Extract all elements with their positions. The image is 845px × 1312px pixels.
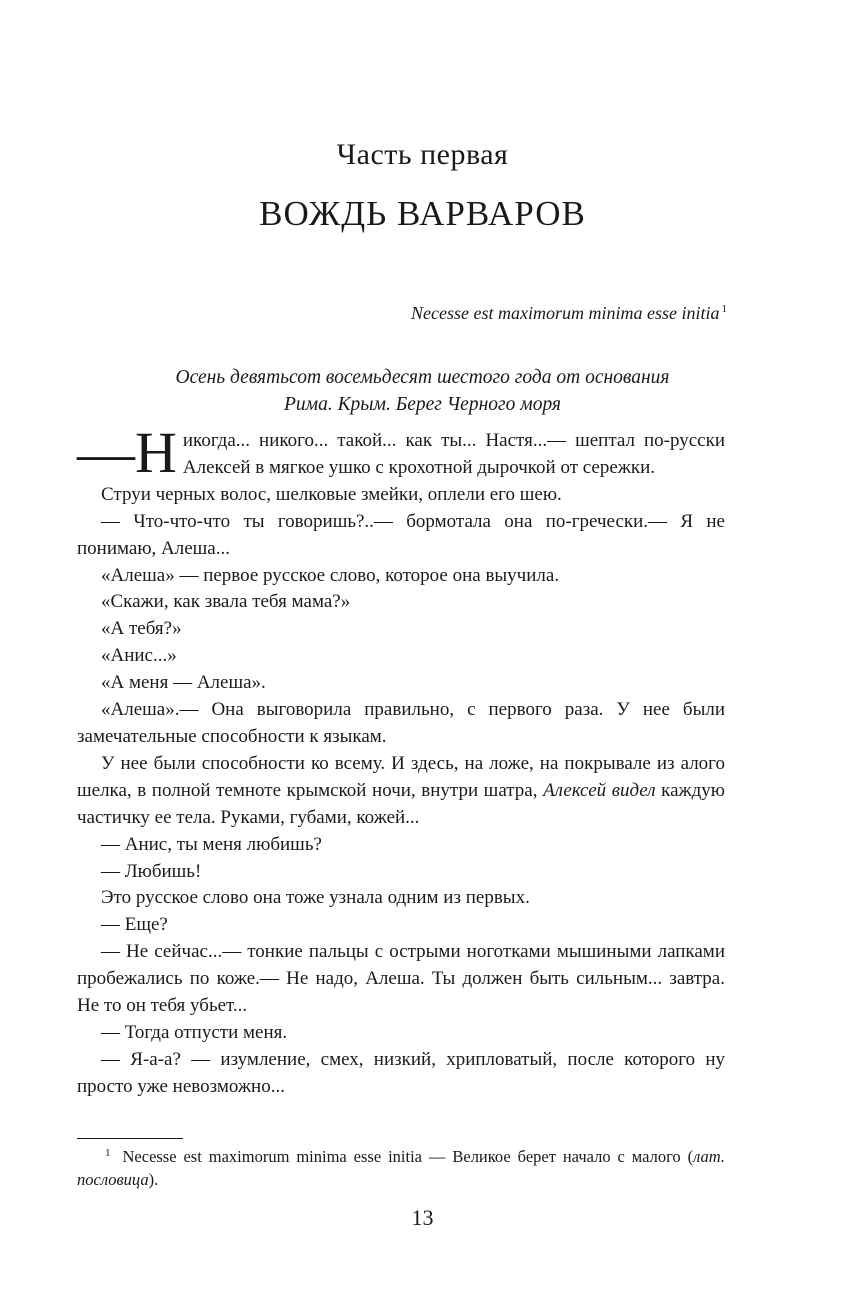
chapter-title: ВОЖДЬ ВАРВАРОВ — [259, 194, 586, 233]
paragraph-text: У нее были способности ко всему. И здесь, на ложе, на покрывале из алого шелка, в полной темноте крымской ночи, внутри шатра, — [77, 752, 725, 801]
footnote-divider — [77, 1138, 183, 1139]
paragraph: «Алеша» — первое русское слово, которое она выучила. — [101, 564, 560, 586]
scene-heading-line: Осень девятьсот восемьдесят шестого года от основания — [175, 367, 670, 388]
paragraph: Это русское слово она тоже узнала одним из первых. — [101, 887, 530, 909]
paragraph: — Анис, ты меня любишь? — [101, 833, 322, 855]
paragraph: «Алеша».— Она выговорила правильно, с первого раза. У нее были замечательные способности к языкам. — [77, 699, 725, 747]
paragraph: Струи черных волос, шелковые змейки, оплели его шею. — [101, 483, 562, 505]
footnote-mark: 1 — [105, 1147, 111, 1159]
paragraph: «А меня — Алеша». — [101, 672, 266, 694]
footnote-italic: лат. пословица — [77, 1147, 725, 1189]
epigraph-text: Necesse est maximorum minima esse initia — [411, 303, 720, 323]
paragraph — [77, 751, 725, 832]
paragraph: «А тебя?» — [101, 618, 182, 640]
paragraph: — Не сейчас...— тонкие пальцы с острыми ноготками мышиными лапками пробежались по коже.— Не надо, Алеша. Ты должен быть сильным... завтра. Не то он тебя убьет... — [77, 941, 725, 1017]
paragraph: «Скажи, как звала тебя мама?» — [101, 591, 351, 613]
scene-heading-line: Рима. Крым. Берег Черного моря — [284, 393, 561, 415]
emphasis-text: Алексей видел — [543, 779, 656, 801]
paragraph: — Тогда отпусти меня. — [101, 1021, 288, 1043]
page-number: 13 — [411, 1205, 434, 1230]
paragraph: — Я-а-а? — изумление, смех, низкий, хрипловатый, после которого ну просто уже невозможно... — [77, 1048, 725, 1097]
epigraph — [411, 303, 727, 324]
paragraph — [77, 420, 725, 485]
paragraph-text: икогда... никого... такой... как ты... Настя...— шептал по-русски Алексей в мягкое ушко с крохотной дырочкой от сережки. — [182, 430, 725, 478]
paragraph: — Любишь! — [101, 860, 202, 882]
footnote-text: Necesse est maximorum minima esse initia — Великое берет начало с малого ( — [122, 1147, 694, 1166]
paragraph: — Еще? — [101, 914, 168, 936]
paragraph: — Что-что-что ты говоришь?..— бормотала она по-гречески.— Я не понимаю, Алеша... — [77, 510, 725, 559]
body-text — [77, 420, 726, 1101]
footnote — [77, 1142, 725, 1191]
footnote-text: ). — [148, 1170, 159, 1189]
paragraph: «Анис...» — [101, 645, 177, 667]
paragraph-text: каждую частичку ее тела. Руками, губами, кожей... — [77, 779, 726, 828]
drop-cap: —Н — [77, 420, 177, 485]
scene-heading — [80, 365, 765, 418]
footnote-reference[interactable]: 1 — [721, 303, 727, 315]
part-heading: Часть первая — [336, 138, 509, 171]
